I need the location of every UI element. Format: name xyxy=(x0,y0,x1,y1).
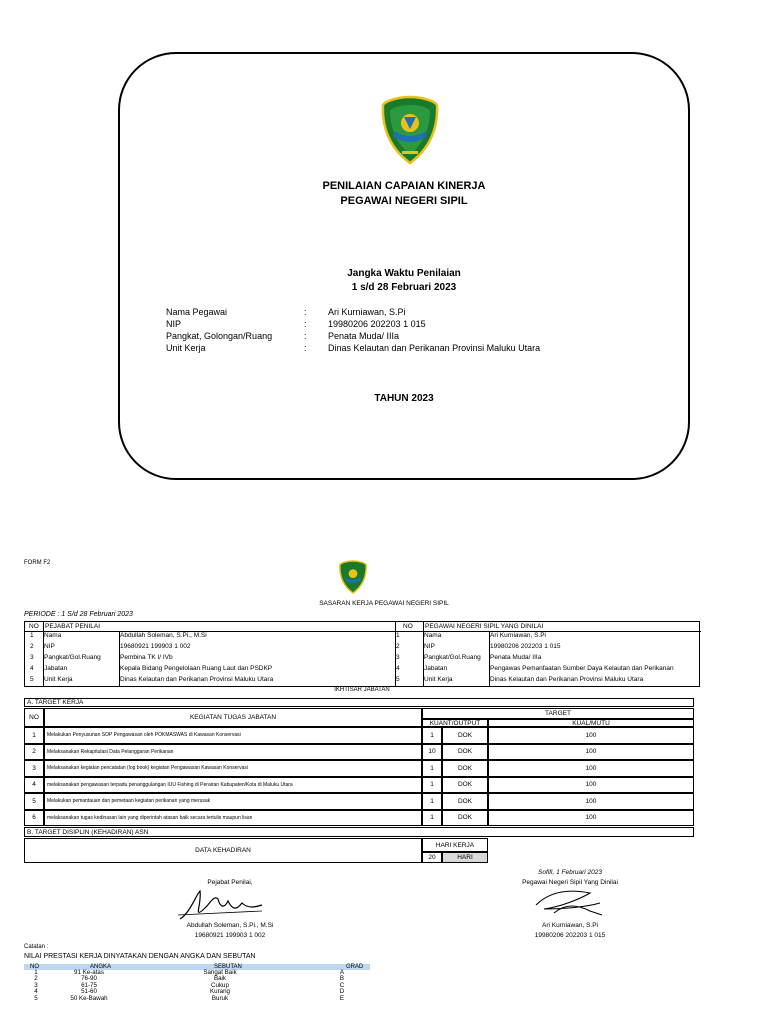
form-periode: PERIODE : 1 S/d 28 Februari 2023 xyxy=(24,611,133,618)
cover-title-line2: PEGAWAI NEGERI SIPIL xyxy=(340,195,468,207)
grade-cell-1: 76-90 xyxy=(81,975,97,983)
info-label: Unit Kerja xyxy=(166,343,206,353)
kegiatan-header: KEGIATAN TUGAS JABATAN xyxy=(44,708,422,727)
task-no: 2 xyxy=(24,744,44,761)
grade-cell-3: A xyxy=(339,969,345,976)
grade-cell-1: 61-75 xyxy=(81,981,97,989)
pegawai-row-label: NIP xyxy=(424,643,435,650)
grade-cell-2: Baik xyxy=(213,975,227,983)
grade-cell-0: 2 xyxy=(34,975,38,983)
kuant-header: KUANT/OUTPUT xyxy=(422,719,488,727)
task-mutu: 100 xyxy=(488,777,694,794)
pegawai-row-no: 3 xyxy=(396,654,400,661)
pejabat-row-value: Abdullah Soleman, S.Pi., M.Si xyxy=(120,632,207,639)
task-qty: 1 xyxy=(422,793,442,810)
grade-cell-2: Kurang xyxy=(210,988,230,996)
section-a-label: A. TARGET KERJA xyxy=(24,698,694,707)
kual-header: KUAL/MUTU xyxy=(488,719,694,727)
grade-cell-2: Buruk xyxy=(211,994,229,1002)
grade-header-no: NO xyxy=(30,964,39,970)
pejabat-row-value: Pembina TK I/ IVb xyxy=(120,654,173,661)
pejabat-row-value: 19680921 199903 1 002 xyxy=(120,643,191,650)
pejabat-row-no: 1 xyxy=(30,632,34,639)
task-text: Melakukan Penyusunan SOP Pengawasan oleh POKMASWAS di Kawasan Konservasi xyxy=(44,727,422,744)
pejabat-header: PEJABAT PENILAI xyxy=(45,623,101,630)
info-value: Penata Muda/ IIIa xyxy=(328,331,400,341)
task-text: melaksanakan tugas kedinasan lain yang diperintah atasan baik secara tertulis maupun lisan xyxy=(44,810,422,827)
pejabat-row-no: 5 xyxy=(30,676,34,683)
pegawai-row-value: Penata Muda/ IIIa xyxy=(490,654,542,661)
info-colon: : xyxy=(304,343,307,353)
place-date: Sofifi, 1 Februari 2023 xyxy=(538,869,602,876)
grade-cell-0: 1 xyxy=(34,969,38,976)
task-no: 1 xyxy=(24,727,44,744)
right-sign-title: Pegawai Negeri Sipil Yang Dinilai xyxy=(522,879,618,886)
pegawai-row-no: 2 xyxy=(396,643,400,650)
info-value: Dinas Kelautan dan Perikanan Provinsi Maluku Utara xyxy=(328,343,541,353)
pegawai-row-label: Nama xyxy=(424,632,442,639)
pejabat-row-no: 3 xyxy=(30,654,34,661)
kehadiran-label: DATA KEHADIRAN xyxy=(24,838,422,863)
no-header: NO xyxy=(29,623,39,630)
province-emblem-logo xyxy=(380,95,440,165)
grade-cell-0: 4 xyxy=(34,988,38,996)
pegawai-row-no: 5 xyxy=(396,676,400,683)
pejabat-row-no: 2 xyxy=(30,643,34,650)
task-text: Melakukan pemantauan dan pemetaan kegiatan perikanan yang merusak xyxy=(44,793,422,810)
left-sign-title: Pejabat Penilai, xyxy=(207,879,253,886)
hari-unit: HARI xyxy=(442,852,488,863)
task-text: Melaksanakan kegiatan pencatatan (log book) kegiatan Pengawasan Kawasan Konservasi xyxy=(44,760,422,777)
grade-header-sebutan: SEBUTAN xyxy=(214,964,242,970)
task-unit: DOK xyxy=(442,777,488,794)
grade-cell-3: E xyxy=(339,994,345,1002)
no-header: NO xyxy=(403,623,413,630)
right-sign-name: Ari Kurniawan, S.Pi xyxy=(542,922,598,929)
pegawai-row-value: 19980206 202203 1 015 xyxy=(490,643,561,650)
task-qty: 1 xyxy=(422,810,442,827)
grade-cell-3: B xyxy=(339,975,345,983)
right-signature-image xyxy=(530,885,610,921)
pegawai-row-value: Ari Kurniawan, S.Pi xyxy=(490,632,546,639)
hari-value: 20 xyxy=(422,852,442,863)
info-value: 19980206 202203 1 015 xyxy=(328,319,426,329)
task-unit: DOK xyxy=(442,810,488,827)
pejabat-row-label: Unit Kerja xyxy=(44,676,73,683)
task-no-header: NO xyxy=(24,708,44,727)
form-code: FORM F2 xyxy=(24,560,51,566)
grade-header-angka: ANGKA xyxy=(90,964,112,970)
task-text: Melaksanakan Rekapitulasi Data Pelanggaran Perikanan xyxy=(44,744,422,761)
task-unit: DOK xyxy=(442,793,488,810)
pegawai-row-label: Unit Kerja xyxy=(424,676,453,683)
pejabat-row-label: NIP xyxy=(44,643,55,650)
pegawai-row-no: 4 xyxy=(396,665,400,672)
pejabat-row-value: Dinas Kelautan dan Perikanan Provinsi Maluku Utara xyxy=(120,676,274,683)
grade-cell-0: 5 xyxy=(34,994,38,1002)
grade-cell-3: C xyxy=(339,981,345,989)
info-label: Pangkat, Golongan/Ruang xyxy=(166,331,273,341)
grade-cell-1: 50 Ke-Bawah xyxy=(70,994,108,1002)
left-sign-nip: 19680921 199903 1 002 xyxy=(194,932,266,939)
grade-cell-1: 51-60 xyxy=(81,988,97,996)
nilai-title: NILAI PRESTASI KERJA DINYATAKAN DENGAN ANGKA DAN SEBUTAN xyxy=(24,953,256,960)
task-unit: DOK xyxy=(442,727,488,744)
grade-cell-1: 91 Ke-atas xyxy=(74,969,104,976)
pegawai-row-no: 1 xyxy=(396,632,400,639)
cover-year: TAHUN 2023 xyxy=(374,393,434,404)
pejabat-row-no: 4 xyxy=(30,665,34,672)
task-qty: 1 xyxy=(422,777,442,794)
hari-kerja-label: HARI KERJA xyxy=(422,838,488,852)
task-no: 4 xyxy=(24,777,44,794)
period-label: Jangka Waktu Penilaian xyxy=(347,268,461,279)
task-text: melaksanakan pengawasan terpadu penanggulangan IUU Fishing di Perairan Kabupaten/Kota di Maluku Utara xyxy=(44,777,422,794)
catatan-label: Catatan : xyxy=(24,944,49,950)
info-colon: : xyxy=(304,331,307,341)
form-title: SASARAN KERJA PEGAWAI NEGERI SIPIL xyxy=(319,600,449,607)
left-signature-image xyxy=(170,885,270,925)
grade-header-grad: GRAD xyxy=(346,964,364,970)
info-colon: : xyxy=(304,307,307,317)
left-sign-name: Abdullah Soleman, S.Pi., M.Si xyxy=(186,922,274,929)
info-value: Ari Kurniawan, S.Pi xyxy=(328,307,406,317)
grade-cell-3: D xyxy=(339,988,345,996)
pejabat-row-value: Kepala Bidang Pengelolaan Ruang Laut dan PSDKP xyxy=(120,665,273,672)
task-mutu: 100 xyxy=(488,793,694,810)
grade-cell-2: Sangat Baik xyxy=(203,969,237,976)
task-mutu: 100 xyxy=(488,727,694,744)
pegawai-row-value: Dinas Kelautan dan Perikanan Provinsi Maluku Utara xyxy=(490,676,644,683)
task-unit: DOK xyxy=(442,760,488,777)
task-mutu: 100 xyxy=(488,810,694,827)
province-emblem-small-logo xyxy=(338,560,368,594)
task-no: 6 xyxy=(24,810,44,827)
ikhtisar-label: IKHTISAR JABATAN xyxy=(334,687,390,693)
task-no: 3 xyxy=(24,760,44,777)
pejabat-row-label: Jabatan xyxy=(44,665,68,672)
pejabat-row-label: Pangkat/Gol.Ruang xyxy=(44,654,101,661)
pegawai-row-label: Jabatan xyxy=(424,665,448,672)
task-unit: DOK xyxy=(442,744,488,761)
grade-cell-2: Cukup xyxy=(211,981,229,989)
period-value: 1 s/d 28 Februari 2023 xyxy=(351,282,457,293)
cover-title-line1: PENILAIAN CAPAIAN KINERJA xyxy=(322,180,486,192)
section-b-label: B. TARGET DISIPLIN (KEHADIRAN) ASN xyxy=(24,827,694,837)
pegawai-header: PEGAWAI NEGERI SIPIL YANG DINILAI xyxy=(425,623,544,630)
task-mutu: 100 xyxy=(488,744,694,761)
target-header: TARGET xyxy=(422,708,694,719)
task-qty: 1 xyxy=(422,727,442,744)
pegawai-row-value: Pengawas Pemanfaatan Sumber Daya Kelautan dan Perikanan xyxy=(490,665,674,672)
task-mutu: 100 xyxy=(488,760,694,777)
info-label: Nama Pegawai xyxy=(166,307,228,317)
grade-cell-0: 3 xyxy=(34,981,38,989)
pegawai-row-label: Pangkat/Gol.Ruang xyxy=(424,654,481,661)
info-colon: : xyxy=(304,319,307,329)
pejabat-row-label: Nama xyxy=(44,632,62,639)
task-qty: 1 xyxy=(422,760,442,777)
task-qty: 10 xyxy=(422,744,442,761)
info-label: NIP xyxy=(166,319,182,329)
right-sign-nip: 19980206 202203 1 015 xyxy=(534,932,606,939)
task-no: 5 xyxy=(24,793,44,810)
